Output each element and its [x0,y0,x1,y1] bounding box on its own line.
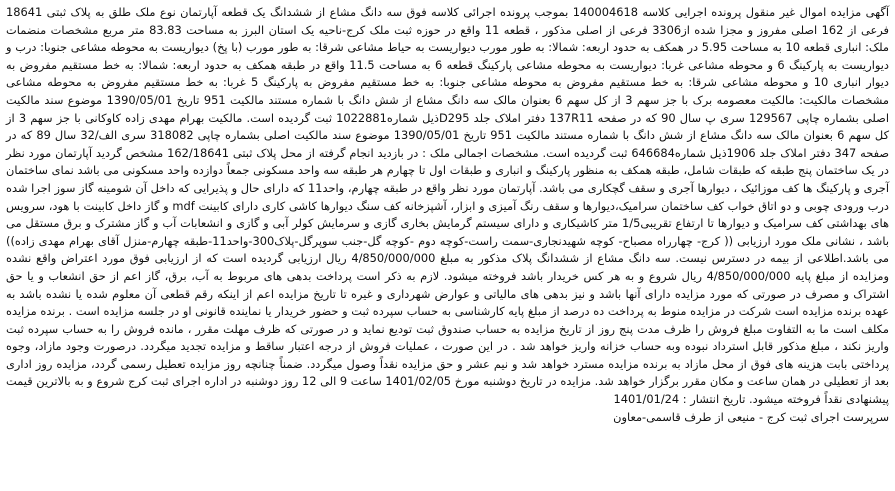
notice-body: آگهی مزایده اموال غیر منقول پرونده اجرایی کلاسه 140004618 بموجب پرونده اجرائی کلاسه فوق سه دانگ مشاع از ششدانگ یک قطعه آپارتمان نوع ملک طلق به پلاک ثبتی 18641 فرعی از 162 اصلی مفروز و مجزا شده از3306 فرعی از اصلی مذکور ، قطعه 11 واقع در حوزه ثبت ملک کرج-ناحیه یک استان البرز به مساحت 83.83 متر مربع مشخصات منضمات ملک: انباری قطعه 10 به مساحت 5.95 در همکف به حدود اربعه: شمالا: به طور مورب دیواریست به حیاط مشاعی شرقا: به طور مورب (با پخ) دیواریست به محوطه مشاعی جنوبا: درب و دیواریست به پارکینگ 6 و محوطه مشاعی غربا: دیواریست به محوطه مشاعی پارکینگ قطعه 6 به مساحت 11.5 واقع در طبقه همکف به حدود اربعه: شمالا: به خط مستقیم مفروض به دیوار انباری 10 و محوطه مشاعی شرقا: به خط مستقیم مفروض به محوطه مشاعی جنوبا: به خط مستقیم مفروض به پارکینگ 5 غربا: به خط مستقیم مفروض به محوطه مشاعی مشخصات مالکیت: مالکیت معصومه برک با جز سهم 3 از کل سهم 6 بعنوان مالک سه دانگ مشاع از شش دانگ با شماره مستند مالکیت 951 تاریخ 1390/05/01 موضوع سند مالکیت اصلی بشماره چاپی 129567 سری پ سال 90 که در صفحه 137R11 دفتر املاک جلد D295ذیل شماره1022881 ثبت گردیده است. مالکیت بهرام مهدی زاده کاوکانی با جز سهم 3 از کل سهم 6 بعنوان مالک سه دانگ مشاع از شش دانگ با شماره مستند مالکیت 951 تاریخ 1390/05/01 موضوع سند مالکیت اصلی بشماره چاپی 318082 سری الف/32 سال 89 که در صفحه 347 دفتر املاک جلد 1906ذیل شماره646684 ثبت گردیده است. مشخصات اجمالی ملک : در بازدید انجام گرفته از محل پلاک ثبتی 162/18641 مشخص گردید آپارتمان مورد نظر در یک ساختمان پنج طبقه که طبقات شامل، طبقه همکف به منظور پارکینگ و انباری و طبقات اول تا چهارم هر طبقه سه واحد مسکونی جمعاً دوازده واحد مسکونی می باشد نمای ساختمان آجری و پارکینگ ها کف موزائیک ، دیوارها آجری و سقف گچکاری می باشد. آپارتمان مورد نظر واقع در طبقه چهارم، واحد11 که دارای حال و پذیرایی که داخل آن شومینه گاز سوز اجرا شده درب ورودی چوبی و دو اتاق خواب کف ساختمان سرامیک،دیوارها و سقف رنگ آمیزی و ابزار، آشپزخانه کف سنگ دیوارها کاشی کاری دارای کابینت mdf و گاز داخل کابینت با هود، سرویس های بهداشتی کف سرامیک و دیوارها تا ارتفاع تقریبی1/5 متر کاشیکاری و دارای سیستم گرمایش بخاری گازی و سرمایش کولر آبی و گازی و انشعابات آب و گاز مشترک و برق مستقل می باشد ، نشانی ملک مورد ارزیابی (( کرج- چهارراه مصباح- کوچه شهیدنجاری-سمت راست-کوچه دوم -کوچه گل-جنب سوپرگل-پلاک300-واحد11-طبقه چهارم-منزل آقای بهرام مهدی زاده)) می باشد.اطلاعی از بیمه در دسترس نیست. سه دانگ مشاع از ششدانگ پلاک مذکور به مبلغ 4/850/000/000 ریال ارزیابی گردیده است که از ارزیابی فوق مورد اعتراض واقع نشده ومزایده از مبلغ پایه 4/850/000/000 ریال شروع و به هر کس خریدار باشد فروخته میشود. لازم به ذکر است پرداخت بدهی های مربوط به آب، برق، گاز اعم از حق انشعاب و یا حق اشتراک و مصرف در صورتی که مورد مزایده دارای آنها باشد و نیز بدهی های مالیاتی و عوارض شهرداری و غیره تا تاریخ مزایده اعم از اینکه رقم قطعی آن معلوم شده یا نشده باشد به عهده برنده مزایده است شرکت در مزایده منوط به پرداخت ده درصد از مبلغ پایه کارشناسی به حساب سپرده ثبت و حضور خریدار یا نماینده قانونی او در جلسه مزایده است . برنده مزایده مکلف است ما به التفاوت مبلغ فروش را ظرف مدت پنج روز از تاریخ مزایده به حساب صندوق ثبت تودیع نماید و در صورتی که ظرف مهلت مقرر ، مانده فروش را به حساب سپرده ثبت واریز نکند ، مبلغ مذکور قابل استرداد نبوده وبه حساب خزانه واریز خواهد شد . در این صورت ، عملیات فروش از درجه اعتبار ساقط و مزایده تجدید میگردد. درصورت وجود مازاد، وجوه پرداختی بابت هزینه های فوق از محل مازاد به برنده مزایده مسترد خواهد شد و نیم عشر و حق مزایده نقداً وصول میگردد. ضمناً چنانچه روز مزایده تعطیل رسمی گردد، مزایده روز اداری بعد از تعطیلی در همان ساعت و مکان مقرر برگزار خواهد شد. مزایده در تاریخ دوشنبه مورخ 1401/02/05 ساعت 9 الی 12 روز دوشنبه در اداره اجرای ثبت کرج شروع و به بالاترین قیمت پیشنهادی نقداً فروخته میشود. تاریخ انتشار : 1401/01/24 [6,5,890,407]
notice-signature: سرپرست اجرای ثبت کرج - منیعی از طرف قاسمی-معاون [613,409,889,424]
